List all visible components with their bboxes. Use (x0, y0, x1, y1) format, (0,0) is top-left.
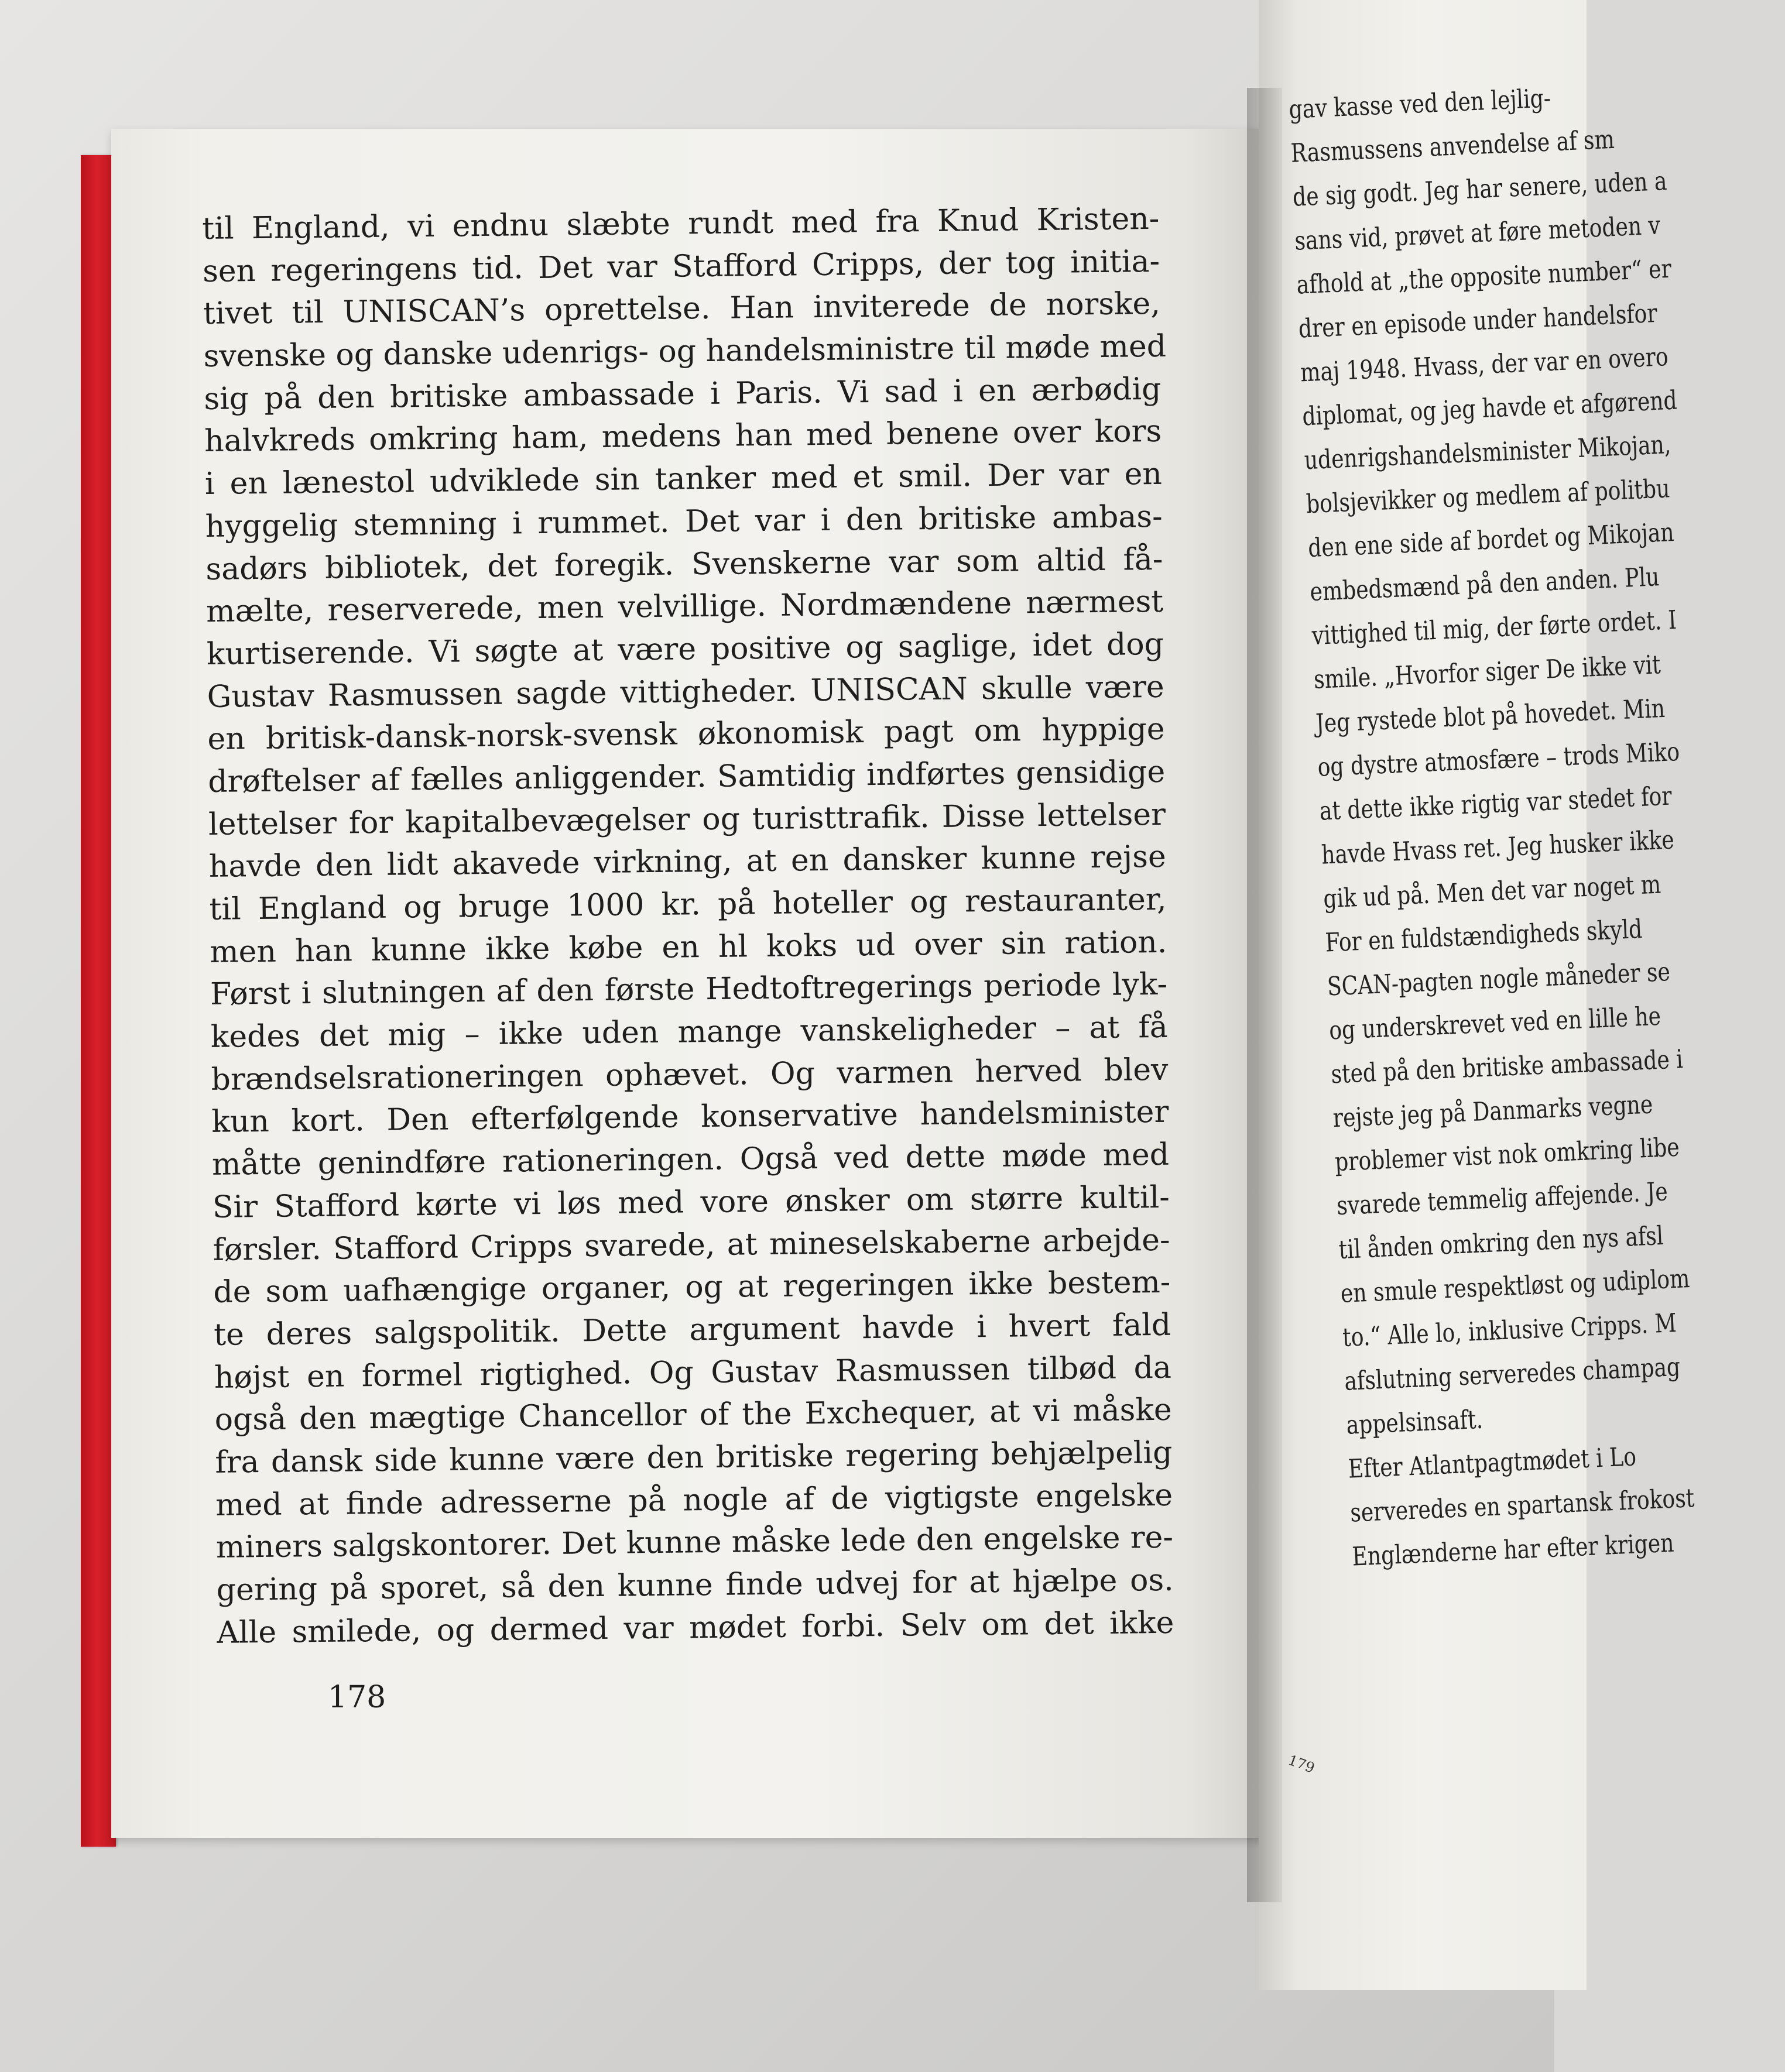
text-line: drøftelser af fælles anliggender. Samtidig indførtes gensidige (207, 754, 1166, 800)
text-line: gik ud på. Men det var noget m (1323, 869, 1662, 914)
text-line: to.“ Alle lo, inklusive Cripps. M (1342, 1308, 1677, 1353)
left-page-number: 178 (328, 1680, 386, 1715)
text-line: afslutning serveredes champag (1344, 1351, 1681, 1397)
text-line: en smule respektløst og udiplom (1339, 1264, 1691, 1309)
left-page-text (202, 198, 1174, 1654)
text-line: førsler. Stafford Cripps svarede, at mineselskaberne arbejde- (213, 1222, 1170, 1268)
text-line: bolsjevikker og medlem af politbu (1305, 474, 1671, 520)
text-line: højst en formel rigtighed. Og Gustav Rasmussen tilbød da (214, 1350, 1172, 1395)
text-line: med at finde adresserne på nogle af de vigtigste engelske (215, 1477, 1173, 1523)
text-line: de som uafhængige organer, og at regeringen ikke bestem- (213, 1264, 1171, 1311)
text-line: havde Hvass ret. Jeg husker ikke (1321, 825, 1675, 870)
text-line: sted på den britiske ambassade i (1330, 1044, 1684, 1090)
text-line: til ånden omkring den nys afsl (1338, 1220, 1664, 1265)
text-line: Sir Stafford kørte vi løs med vore ønsker om større kultil- (212, 1179, 1170, 1225)
text-line: SCAN-pagten nogle måneder se (1326, 956, 1671, 1002)
text-line: Jeg rystede blot på hovedet. Min (1315, 693, 1666, 739)
text-line: og dystre atmosfære – trods Miko (1317, 736, 1681, 783)
text-line: de sig godt. Jeg har senere, uden a (1292, 166, 1668, 212)
text-line: Først i slutningen af den første Hedtoftregerings periode lyk- (210, 967, 1168, 1013)
text-line: kun kort. Den efterfølgende konservative handelsminister (211, 1095, 1169, 1140)
text-line: sen regeringens tid. Det var Stafford Cripps, der tog initia- (202, 243, 1160, 289)
text-line: lettelser for kapitalbevægelser og turisttrafik. Disse lettelser (208, 797, 1166, 842)
text-line: og underskrevet ved en lille he (1328, 1001, 1661, 1046)
text-line: måtte genindføre rationeringen. Også ved dette møde med (211, 1137, 1170, 1183)
text-line: smile. „Hvorfor siger De ikke vit (1313, 650, 1661, 695)
text-line: drer en episode under handelsfor (1297, 298, 1658, 344)
text-line: at dette ikke rigtig var stedet for (1318, 781, 1673, 826)
text-line: hyggelig stemning i rummet. Det var i den britiske ambas- (205, 499, 1163, 544)
text-line: rejste jeg på Danmarks vegne (1332, 1089, 1654, 1134)
text-line: svarede temmelig affejende. Je (1336, 1176, 1668, 1222)
text-line: appelsinsaft. (1345, 1404, 1483, 1440)
text-line: brændselsrationeringen ophævet. Og varmen herved blev (211, 1052, 1169, 1097)
text-line: tivet til UNISCAN’s oprettelse. Han inviterede de norske, (203, 286, 1161, 332)
text-line: svenske og danske udenrigs- og handelsministre til møde med (203, 328, 1167, 375)
book-gutter-shadow (1247, 88, 1282, 1902)
right-page (1259, 0, 1695, 1990)
text-line: Rasmussens anvendelse af sm (1290, 124, 1615, 169)
text-line: vittighed til mig, der førte ordet. I (1311, 605, 1677, 651)
text-line: sig på den britiske ambassade i Paris. Vi sad i en ærbødig (204, 371, 1162, 417)
text-line: For en fuldstændigheds skyld (1324, 914, 1643, 958)
text-line: miners salgskontorer. Det kunne måske lede den engelske re- (215, 1520, 1174, 1566)
text-line: den ene side af bordet og Mikojan (1307, 517, 1675, 564)
text-line: mælte, reserverede, men velvillige. Nordmændene nærmest (205, 584, 1164, 630)
text-line: Englænderne har efter krigen (1351, 1528, 1675, 1572)
text-line: gering på sporet, så den kunne finde udvej for at hjælpe os. (216, 1562, 1174, 1608)
text-line: en britisk-dansk-norsk-svensk økonomisk pagt om hyppige (207, 712, 1165, 757)
text-line: havde den lidt akavede virkning, at en dansker kunne rejse (208, 839, 1167, 885)
text-line: udenrigshandelsminister Mikojan, (1303, 430, 1672, 476)
text-line: til England og bruge 1000 kr. på hoteller og restauranter, (209, 881, 1167, 927)
text-line: embedsmænd på den anden. Plu (1309, 562, 1660, 608)
text-line: diplomat, og jeg havde et afgørend (1301, 385, 1678, 432)
text-line: også den mægtige Chancellor of the Exchequer, at vi måske (214, 1392, 1172, 1438)
text-line: men han kunne ikke købe en hl koks ud over sin ration. (210, 924, 1167, 970)
text-line: Alle smilede, og dermed var mødet forbi. Selv om det ikke (217, 1605, 1174, 1651)
text-line: halvkreds omkring ham, medens han med benene over kors (204, 414, 1162, 459)
text-line: maj 1948. Hvass, der var en overo (1300, 342, 1669, 388)
text-line: problemer vist nok omkring libe (1334, 1132, 1680, 1178)
text-line: serveredes en spartansk frokost (1349, 1483, 1695, 1528)
text-line: afhold at „the opposite number“ er (1296, 253, 1672, 300)
text-line: gav kasse ved den lejlig- (1288, 83, 1551, 125)
text-line: sans vid, prøvet at føre metoden v (1294, 210, 1661, 256)
text-line: fra dansk side kunne være den britiske regering behjælpelig (215, 1435, 1173, 1480)
text-line: Efter Atlantpagtmødet i Lo (1347, 1442, 1637, 1484)
right-page-number: 179 (1286, 1752, 1317, 1776)
text-line: kedes det mig – ikke uden mange vanskeligheder – at få (210, 1009, 1169, 1055)
text-line: til England, vi endnu slæbte rundt med fra Knud Kristen- (202, 201, 1160, 246)
text-line: te deres salgspolitik. Dette argument havde i hvert fald (213, 1307, 1171, 1353)
text-line: i en lænestol udviklede sin tanker med et smil. Der var en (204, 456, 1163, 502)
text-line: kurtiserende. Vi søgte at være positive og saglige, idet dog (206, 626, 1164, 672)
right-page-text (1288, 69, 1785, 1579)
red-book-cover-edge (81, 155, 116, 1847)
text-line: sadørs bibliotek, det foregik. Svenskerne var som altid få- (205, 541, 1163, 587)
text-line: Gustav Rasmussen sagde vittigheder. UNISCAN skulle være (207, 669, 1164, 715)
